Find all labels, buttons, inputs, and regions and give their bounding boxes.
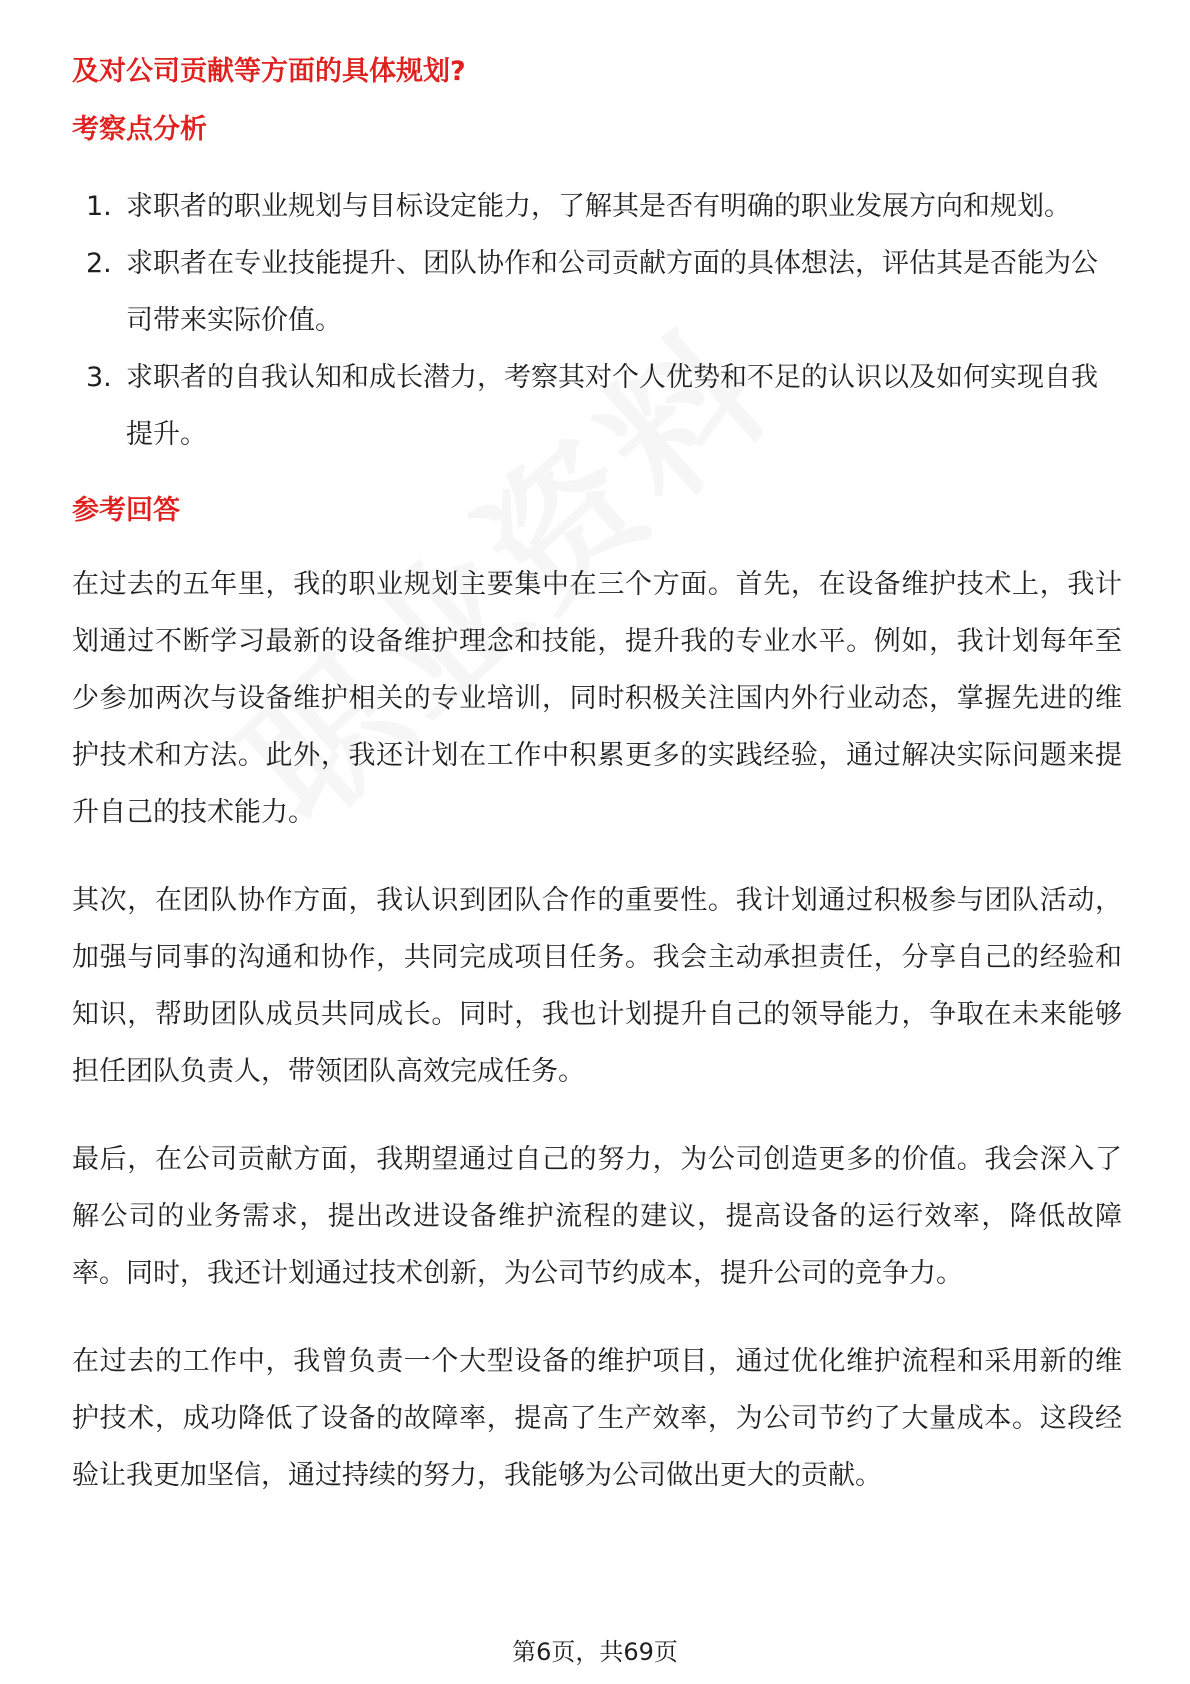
answer-heading: 参考回答 — [72, 495, 180, 526]
list-item-number: 3. — [86, 362, 112, 393]
answer-paragraph: 其次，在团队协作方面，我认识到团队合作的重要性。我计划通过积极参与团队活动，加强与同事的沟通和协作，共同完成项目任务。我会主动承担责任，分享自己的经验和知识，帮助团队成员共同成长。同时，我也计划提升自己的领导能力，争取在未来能够担任团队负责人，带领团队高效完成任务。 — [72, 885, 1122, 1087]
answer-paragraph: 最后，在公司贡献方面，我期望通过自己的努力，为公司创造更多的价值。我会深入了解公司的业务需求，提出改进设备维护流程的建议，提高设备的运行效率，降低故障率。同时，我还计划通过技术创新，为公司节约成本，提升公司的竞争力。 — [72, 1144, 1122, 1289]
list-item-number: 1. — [86, 191, 112, 222]
analysis-heading: 考察点分析 — [72, 114, 207, 145]
question-heading: 及对公司贡献等方面的具体规划? — [72, 56, 466, 87]
page-number: 第6页，共69页 — [512, 1638, 678, 1666]
list-item-text: 求职者的自我认知和成长潜力，考察其对个人优势和不足的认识以及如何实现自我提升。 — [126, 362, 1098, 450]
list-item — [72, 349, 1122, 463]
list-item — [72, 235, 1122, 349]
list-item — [72, 178, 1122, 235]
list-item-number: 2. — [86, 248, 112, 279]
list-item-text: 求职者在专业技能提升、团队协作和公司贡献方面的具体想法，评估其是否能为公司带来实际价值。 — [126, 248, 1098, 336]
list-item-text: 求职者的职业规划与目标设定能力，了解其是否有明确的职业发展方向和规划。 — [126, 191, 1071, 222]
page-content — [72, 46, 1122, 1504]
answer-paragraph: 在过去的五年里，我的职业规划主要集中在三个方面。首先，在设备维护技术上，我计划通过不断学习最新的设备维护理念和技能，提升我的专业水平。例如，我计划每年至少参加两次与设备维护相关的专业培训，同时积极关注国内外行业动态，掌握先进的维护技术和方法。此外，我还计划在工作中积累更多的实践经验，通过解决实际问题来提升自己的技术能力。 — [72, 569, 1122, 828]
answer-paragraph: 在过去的工作中，我曾负责一个大型设备的维护项目，通过优化维护流程和采用新的维护技术，成功降低了设备的故障率，提高了生产效率，为公司节约了大量成本。这段经验让我更加坚信，通过持续的努力，我能够为公司做出更大的贡献。 — [72, 1346, 1122, 1491]
analysis-points-list — [72, 178, 1122, 463]
